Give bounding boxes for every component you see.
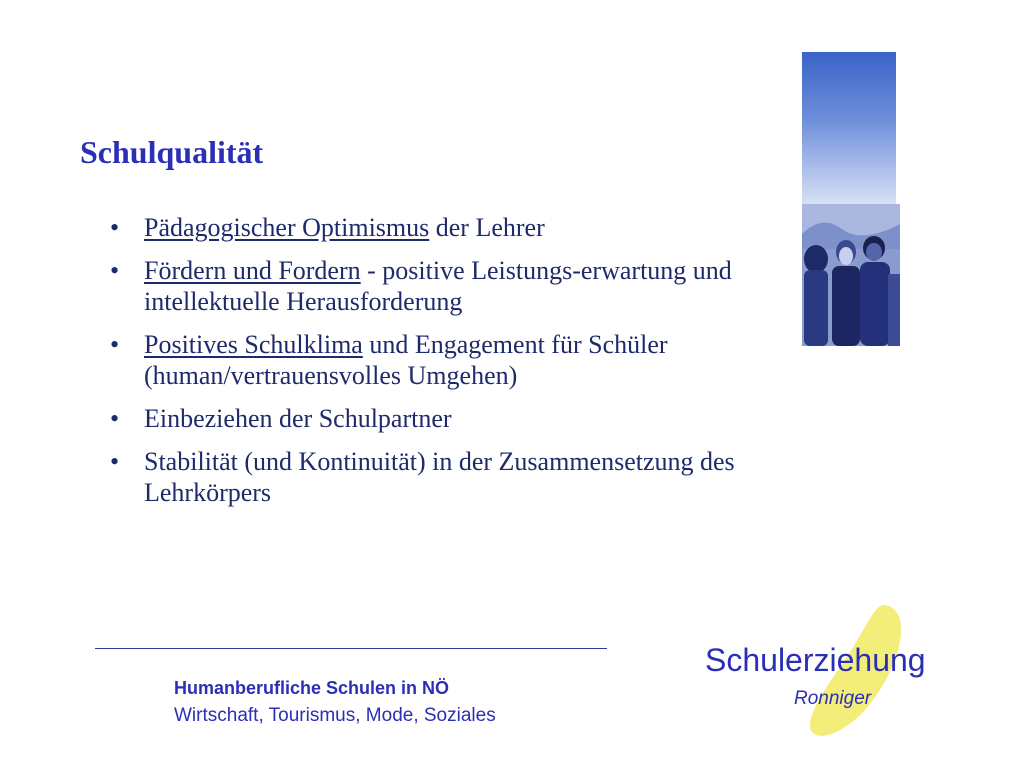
bullet-text: und Engagement für Schüler (human/vertrauensvolles Umgehen) (144, 330, 668, 390)
bullet-text: Stabilität (und Kontinuität) in der Zusammensetzung des Lehrkörpers (144, 447, 735, 507)
bullet-emphasis: Positives Schulklima (144, 330, 363, 359)
bullet-item (110, 403, 800, 434)
bullet-item (110, 329, 800, 391)
slide-title: Schulqualität (80, 134, 264, 170)
bullet-item (110, 212, 800, 243)
bullet-emphasis: Fördern und Fordern (144, 256, 361, 285)
bullet-emphasis: Pädagogischer Optimismus (144, 213, 430, 242)
bullet-text: - positive Leistungs-erwartung und intellektuelle Herausforderung (144, 256, 732, 316)
bullet-list (110, 212, 800, 520)
footer-org-name: Humanberufliche Schulen in NÖ (174, 678, 450, 698)
logo-title: Schulerziehung (705, 642, 926, 678)
students-photo-illustration (802, 204, 900, 346)
bullet-text: Einbeziehen der Schulpartner (144, 404, 452, 433)
bullet-text: der Lehrer (429, 213, 545, 242)
logo-subtitle: Ronniger (794, 688, 872, 709)
bullet-item (110, 255, 800, 317)
students-photo (802, 204, 900, 346)
footer-divider (95, 648, 607, 649)
footer-org-fields: Wirtschaft, Tourismus, Mode, Soziales (174, 705, 496, 726)
bullet-item (110, 446, 800, 508)
decorative-gradient-bar (802, 52, 896, 204)
